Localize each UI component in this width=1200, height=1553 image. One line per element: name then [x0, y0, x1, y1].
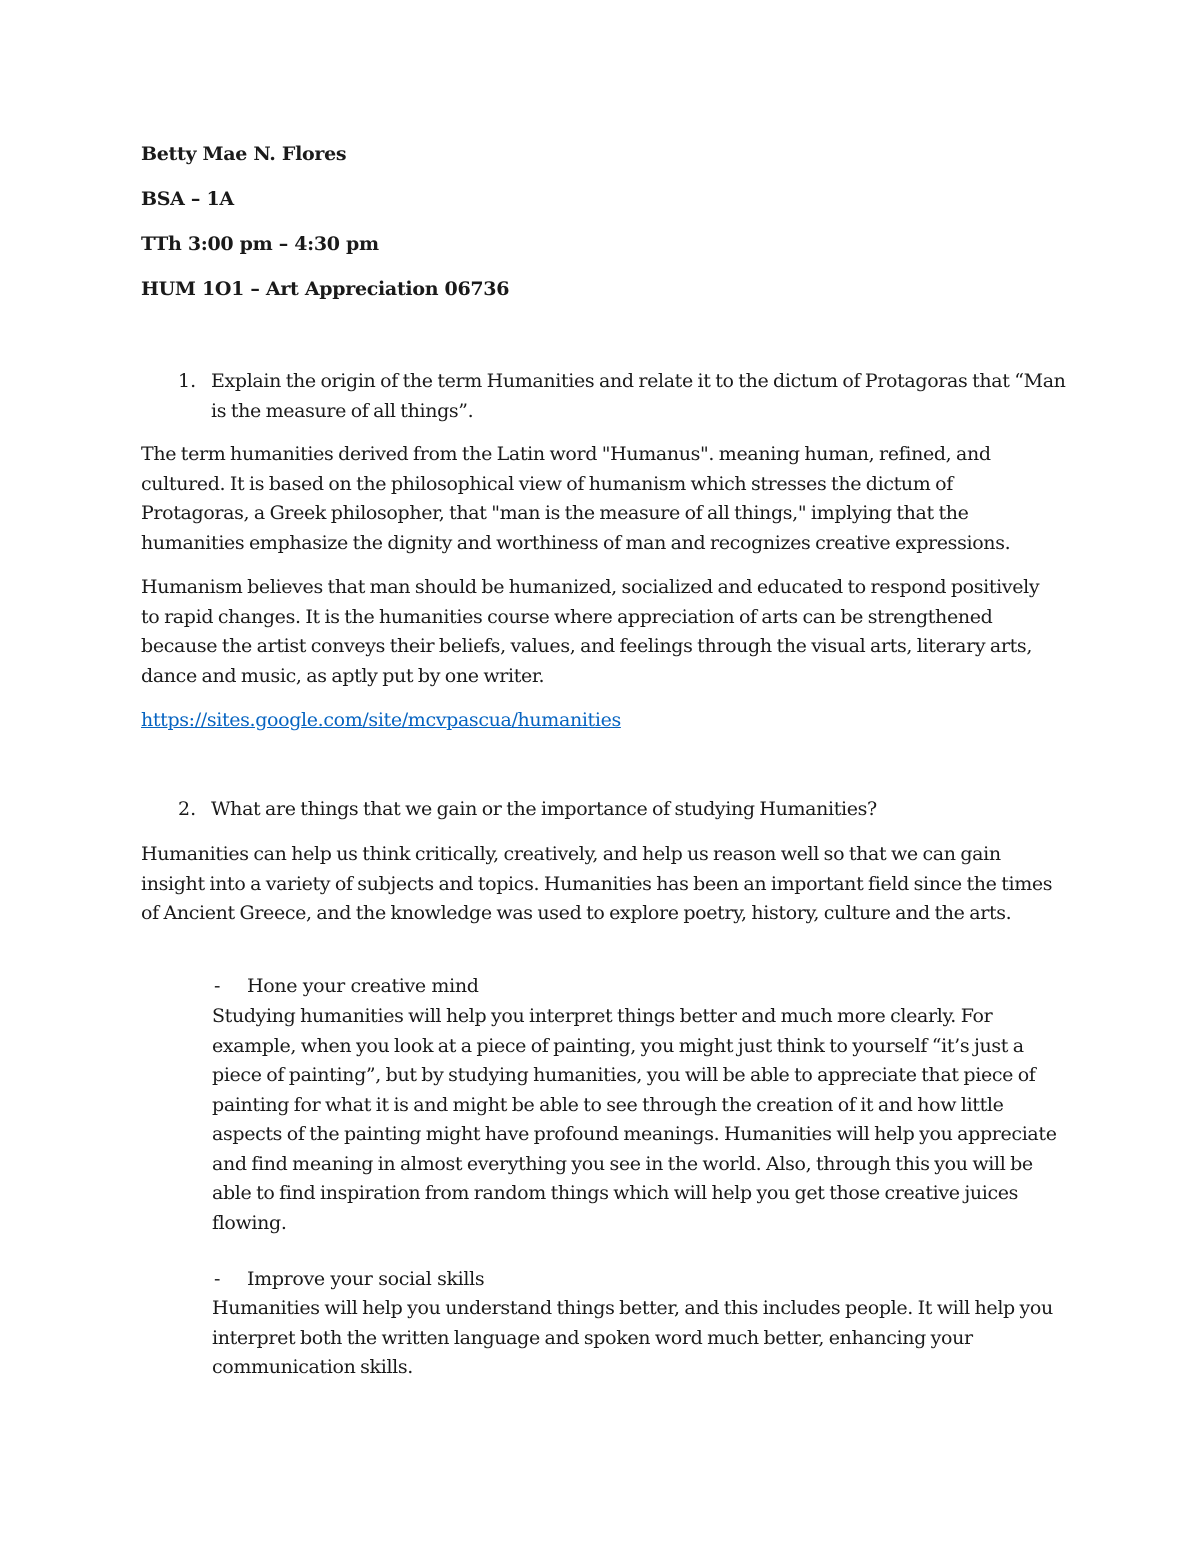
bullet-1-dash: -: [214, 975, 221, 997]
course-title: HUM 1O1 – Art Appreciation 06736: [141, 278, 510, 300]
question-2-number: 2.: [178, 798, 197, 820]
class-schedule: TTh 3:00 pm – 4:30 pm: [141, 233, 379, 255]
source-link-line: [141, 706, 621, 736]
bullet-1-body: Studying humanities will help you interpret things better and much more clearly. For example, when you look at a piece of painting, you might just think to yourself “it’s just a piece of painting”, but by studying humanities, you will be able to appreciate that piece of painting for what it is and might be able to see through the creation of it and how little aspects of the painting might have profound meanings. Humanities will help you appreciate and find meaning in almost everything you see in the world. Also, through this you will be able to find inspiration from random things which will help you get those creative juices flowing.: [212, 1005, 1057, 1234]
question-2-text: What are things that we gain or the importance of studying Humanities?: [211, 798, 877, 820]
bullet-2-body: Humanities will help you understand things better, and this includes people. It will help you interpret both the written language and spoken word much better, enhancing your communication skills.: [212, 1297, 1053, 1378]
question-1-number: 1.: [178, 370, 197, 392]
answer-2-intro: Humanities can help us think critically, creatively, and help us reason well so that we can gain insight into a variety of subjects and topics. Humanities has been an important field since the times of Ancient Greece, and the knowledge was used to explore poetry, history, culture and the arts.: [141, 843, 1053, 924]
bullet-1-title: Hone your creative mind: [247, 975, 479, 997]
student-section: BSA – 1A: [141, 188, 234, 210]
student-name: Betty Mae N. Flores: [141, 143, 347, 165]
source-link[interactable]: https://sites.google.com/site/mcvpascua/humanities: [141, 709, 621, 731]
answer-1-paragraph-1: The term humanities derived from the Latin word "Humanus". meaning human, refined, and cultured. It is based on the philosophical view of humanism which stresses the dictum of Protagoras, a Greek philosopher, that "man is the measure of all things," implying that the humanities emphasize the dignity and worthiness of man and recognizes creative expressions.: [141, 443, 1011, 554]
bullet-2-dash: -: [214, 1268, 221, 1290]
question-1-text: Explain the origin of the term Humanities and relate it to the dictum of Protagoras that “Man is the measure of all things”.: [211, 370, 1066, 422]
bullet-2-title: Improve your social skills: [247, 1268, 485, 1290]
answer-1-paragraph-2: Humanism believes that man should be humanized, socialized and educated to respond positively to rapid changes. It is the humanities course where appreciation of arts can be strengthened because the artist conveys their beliefs, values, and feelings through the visual arts, literary arts, dance and music, as aptly put by one writer.: [141, 576, 1040, 687]
